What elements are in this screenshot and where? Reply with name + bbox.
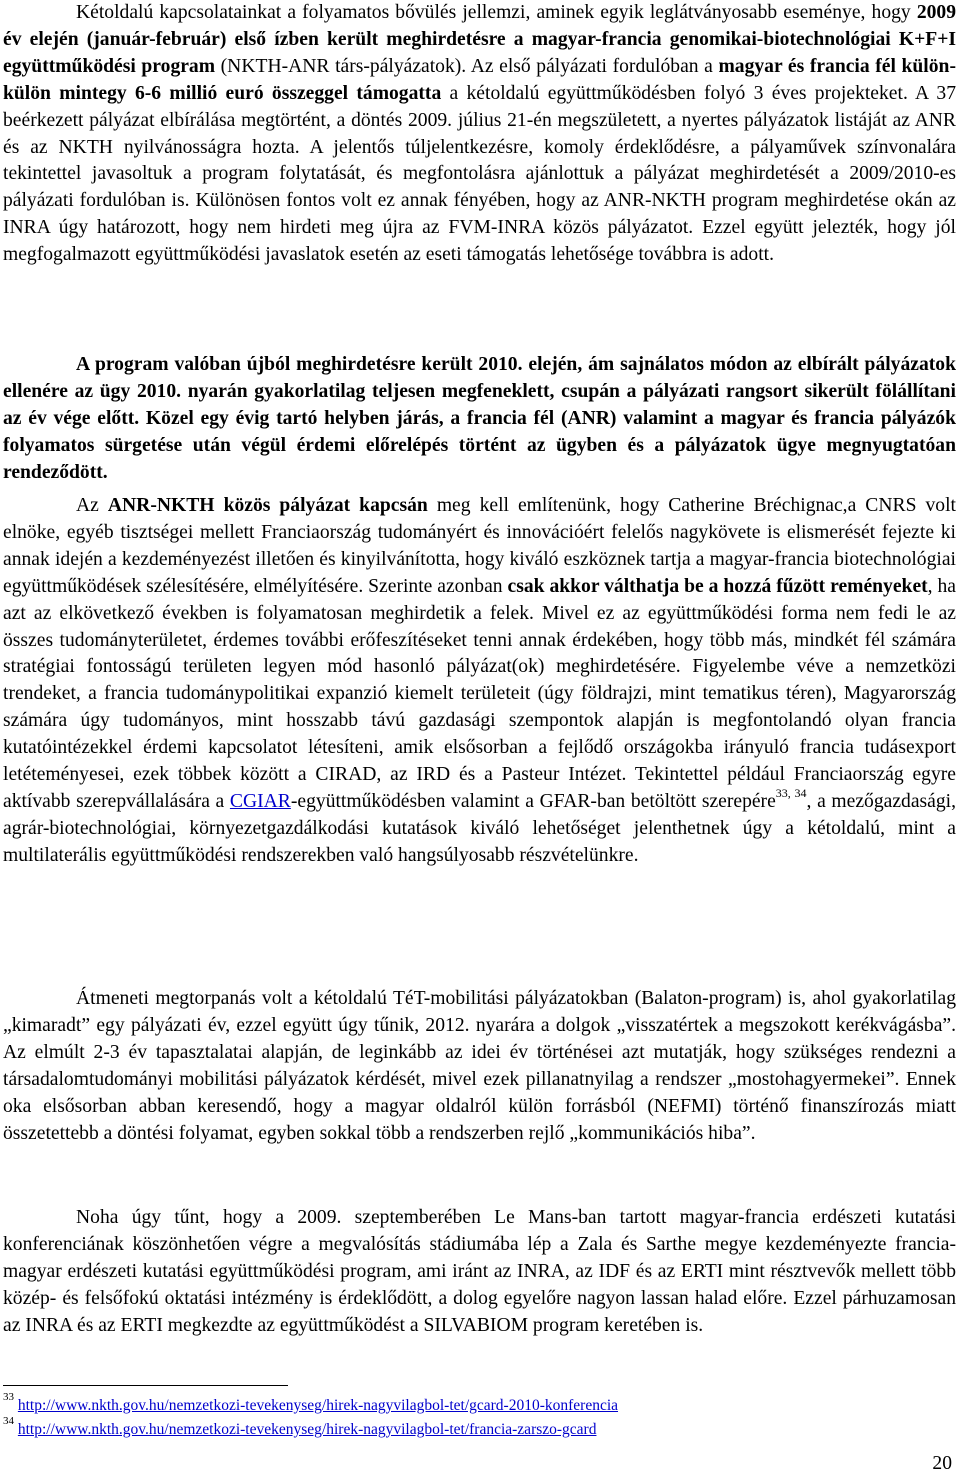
- text-run: (NKTH-ANR társ-pályázatok). Az első pályázati fordulóban a: [215, 55, 719, 77]
- footnote-number: 34: [3, 1414, 14, 1427]
- page-number: 20: [932, 1453, 952, 1474]
- bold-text-run: csak akkor válthatja be a hozzá fűzött reményeket: [507, 575, 928, 597]
- text-run: , ha azt az elkövetkező években is folyamatosan meghirdetik a felek. Mivel ez az együttműködési forma nem fedi le az összes tudományterületet, érdemes további erőfeszítéseket tenni annak érdekében, hogy több más, mindkét fél számára stratégiai fontosságú területen legyen mód hasonló pályázat(ok) meghirdetésére. Figyelembe véve a nemzetközi trendeket, a francia tudománypolitikai expanzió kiemelt területeit (úgy földrajzi, mint tematikus téren), Magyarország számára úgy tudományos, mint hosszabb távú gazdasági szempontok alapján is megfontolandó olyan francia kutatóintézekkel érdemi kapcsolatot létesíteni, amik elsősorban a fejlődő országokba irányuló francia tudásexport letéteményesei, ezek többek között a CIRAD, az IRD és a Pasteur Intézet. Tekintettel például Franciaország egyre aktívabb szerepvállalására a: [3, 575, 956, 812]
- text-run: , a mezőgazdasági, agrár-biotechnológiai, környezetgazdálkodási kutatások kiváló lehetőséget jelenthetnek úgy a kétoldalú, mint a multilaterális együttműködési rendszerekben való hangsúlyosabb részvételünkre.: [3, 790, 956, 866]
- footnote-reference: 33, 34: [775, 786, 807, 801]
- text-run: a kétoldalú együttműködésben folyó 3 éves projekteket. A 37 beérkezett pályázat elbírálása megtörtént, a döntés 2009. július 21-én megszületett, a nyertes pályázatok listáját az ANR és az NKTH nyilvánosságra hozta. A jelentős túljelentkezésre, komoly érdeklődésre, a pályaművek színvonalára tekintettel javasoltuk a program folytatását, és megfontolásra ajánlottuk a pályázat meghirdetését a 2009/2010-es pályázati fordulóban is. Különösen fontos volt ez annak fényében, hogy az ANR-NKTH program meghirdetése okán az INRA úgy határozott, hogy nem hirdeti meg újra az FVM-INRA közös pályázatot. Ezzel együtt jelezték, hogy jól megfogalmazott együttműködési javaslatok esetén az eseti támogatás lehetősége továbbra is adott.: [3, 82, 956, 266]
- bold-text-run: 2009 év elején (január-február) első ízben került meghirdetésre a magyar-francia genomikai-biotechnológiai K+F+I együttműködési program: [3, 2, 956, 77]
- footnote-number: 33: [3, 1390, 14, 1403]
- footnote-link[interactable]: http://www.nkth.gov.hu/nemzetkozi-tevekenyseg/hirek-nagyvilagbol-tet/francia-zarszo-gcard: [17, 1421, 597, 1438]
- paragraph-bilateral-relations: [3, 0, 956, 269]
- paragraph-anr-nkth: [3, 493, 956, 870]
- paragraph-program-readvertised: [3, 352, 956, 487]
- footnote-link[interactable]: http://www.nkth.gov.hu/nemzetkozi-tevekenyseg/hirek-nagyvilagbol-tet/gcard-2010-konferencia: [17, 1397, 619, 1414]
- text-run: meg kell említenünk, hogy Catherine Bréchignac,a CNRS volt elnöke, egyéb tisztségei mellett Franciaország tudományért és innovációért felelős nagykövete is elismerését fejezte ki annak idején a kezdeményezést illetően és kinyilvánította, hogy kiváló eszköznek tartja a magyar-francia biotechnológiai együttműködések szélesítésére, elmélyítésére. Szerinte azonban: [3, 495, 956, 597]
- bold-text-run: magyar és francia fél külön-külön mintegy 6-6 millió euró összeggel támogatta: [3, 55, 956, 104]
- paragraph-forestry-research: Noha úgy tűnt, hogy a 2009. szeptemberében Le Mans-ban tartott magyar-francia erdészeti kutatási konferenciának köszönhetően végre a megvalósítás stádiumába lép a Zala és Sarthe megye kezdeményezte francia-magyar erdészeti kutatási együttműködési program, ami iránt az INRA, az IDF és az ERTI mint résztvevők mellett több közép- és felsőfokú oktatási intézmény is érdeklődött, a dolog egyelőre nagyon lassan halad előre. Ezzel párhuzamosan az INRA és az ERTI megkezdte az együttműködést a SILVABIOM program keretében is.: [3, 1207, 956, 1336]
- bold-text-run: ANR-NKTH közös pályázat kapcsán: [107, 495, 428, 516]
- text-run: Az: [76, 495, 108, 516]
- paragraph-balaton-program: Átmeneti megtorpanás volt a kétoldalú TéT-mobilitási pályázatokban (Balaton-program) is, ahol gyakorlatilag „kimaradt” egy pályázati év, ezzel együtt úgy tűnik, 2012. nyarára a dolgok „visszatértek a megszokott kerékvágásba”. Az elmúlt 2-3 év tapasztalatai alapján, de leginkább az idei év történései azt mutatják, hogy szükséges rendezni a társadalomtudományi mobilitási pályázatok kérdését, mivel ezek pillanatnyilag a rendszer „mostohagyermekei”. Ennek oka elsősorban abban keresendő, hogy a magyar oldalról külön forrásból (NEFMI) történő finanszírozás miatt összetettebb a döntési folyamat, egyben sokkal több a rendszerben rejlő „kommunikációs hiba”.: [3, 988, 956, 1144]
- footnote-34: [3, 1414, 953, 1440]
- footnote-33: [3, 1390, 953, 1416]
- text-run: Kétoldalú kapcsolatainkat a folyamatos bővülés jellemzi, aminek egyik leglátványosabb eseménye, hogy: [76, 2, 917, 23]
- footnote-separator: [3, 1385, 288, 1386]
- bold-text-run: A program valóban újból meghirdetésre került 2010. elején, ám sajnálatos módon az elbírált pályázatok ellenére az ügy 2010. nyarán gyakorlatilag teljesen megfeneklett, csupán a pályázati rangsort sikerült fölállítani az év vége előtt. Közel egy évig tartó helyben járás, a francia fél (ANR) valamint a magyar és francia pályázók folyamatos sürgetése után végül érdemi előrelépés történt az ügyben és a pályázatok ügye megnyugtatóan rendeződött.: [3, 354, 956, 483]
- text-run: -együttműködésben valamint a GFAR-ban betöltött szerepére: [290, 790, 776, 812]
- cgiar-link[interactable]: CGIAR: [229, 790, 291, 812]
